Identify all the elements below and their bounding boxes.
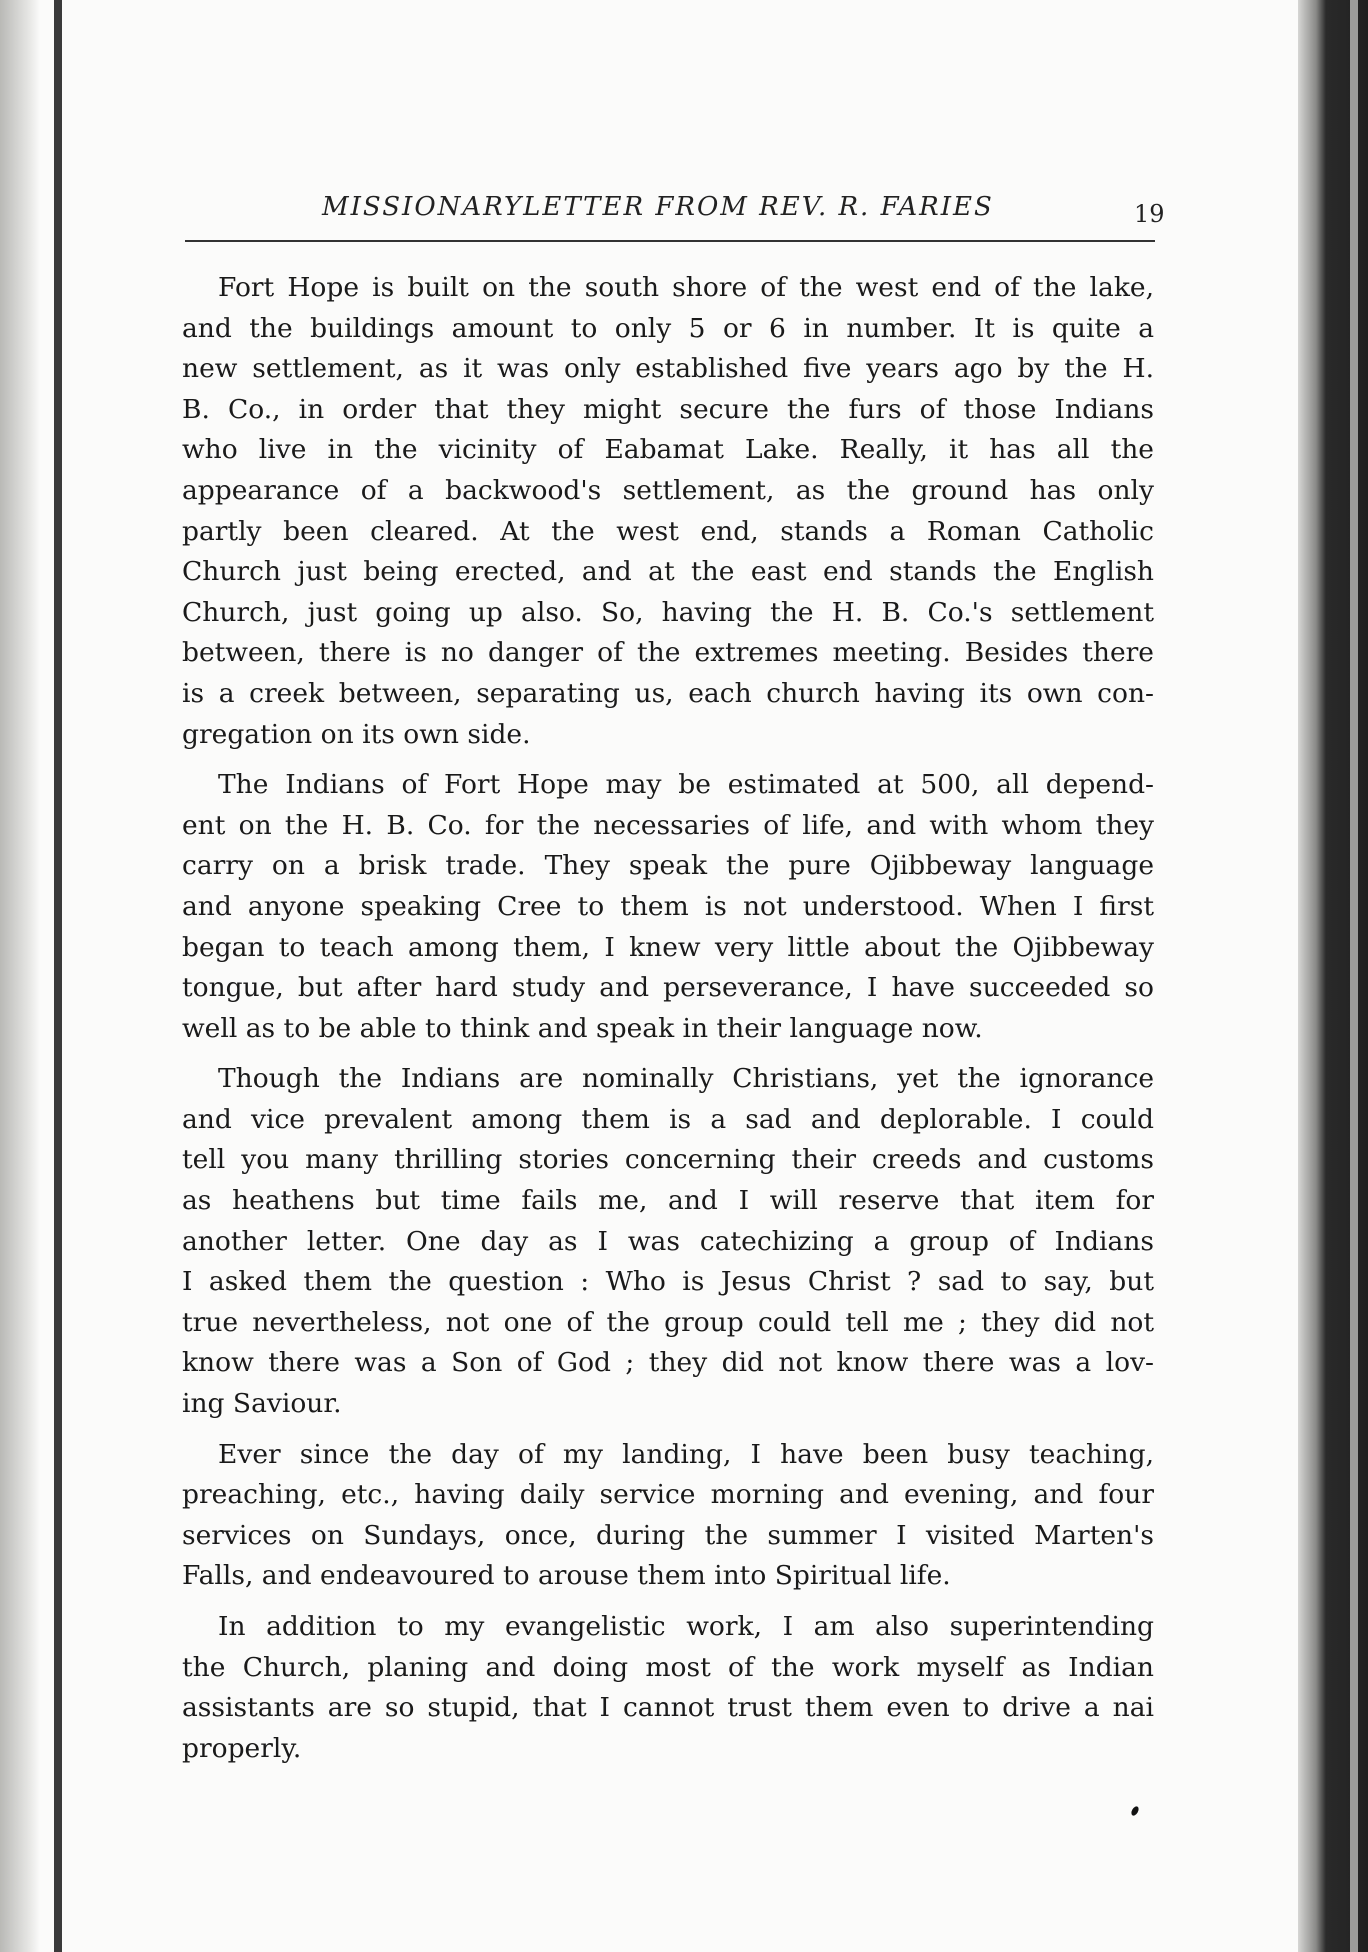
text-line: services on Sundays, once, during the summer I visited Marten's bbox=[182, 1519, 1154, 1551]
text-line: began to teach among them, I knew very little about the Ojibbeway bbox=[182, 931, 1154, 963]
letter-body bbox=[182, 268, 1154, 1779]
text-line: between, there is no danger of the extremes meeting. Besides there bbox=[182, 637, 1154, 669]
text-line: B. Co., in order that they might secure the furs of those Indians bbox=[182, 393, 1154, 425]
text-line: The Indians of Fort Hope may be estimated at 500, all depend- bbox=[218, 769, 1154, 801]
text-line: Fort Hope is built on the south shore of the west end of the lake, bbox=[218, 272, 1154, 303]
binding-shadow-bar bbox=[54, 0, 62, 1952]
text-line: another letter. One day as I was catechizing a group of Indians bbox=[182, 1225, 1154, 1257]
paragraph-fort-hope bbox=[182, 268, 1154, 755]
text-line: know there was a Son of God ; they did not know there was a lov- bbox=[182, 1347, 1154, 1379]
left-page-edge bbox=[0, 0, 40, 1952]
text-line: and vice prevalent among them is a sad and deplorable. I could bbox=[182, 1103, 1154, 1135]
running-header: MISSIONARYLETTER FROM REV. R. FARIES bbox=[322, 192, 994, 222]
page-number: 19 bbox=[1134, 200, 1165, 228]
paragraph-services bbox=[182, 1435, 1154, 1597]
text-line: partly been cleared. At the west end, stands a Roman Catholic bbox=[182, 515, 1154, 547]
text-line: who live in the vicinity of Eabamat Lake. Really, it has all the bbox=[182, 434, 1154, 466]
text-line: properly. bbox=[182, 1732, 302, 1764]
text-line: true nevertheless, not one of the group could tell me ; they did not bbox=[182, 1306, 1154, 1338]
text-line: tongue, but after hard study and perseverance, I have succeeded so bbox=[182, 972, 1154, 1004]
text-line: In addition to my evangelistic work, I am also superintending bbox=[218, 1611, 1154, 1642]
text-line: and anyone speaking Cree to them is not understood. When I first bbox=[182, 890, 1154, 922]
text-line: well as to be able to think and speak in their language now. bbox=[182, 1012, 983, 1044]
text-line: Falls, and endeavoured to arouse them into Spiritual life. bbox=[182, 1560, 951, 1592]
text-line: Ever since the day of my landing, I have been busy teaching, bbox=[218, 1438, 1154, 1470]
ink-speck bbox=[1130, 1805, 1140, 1817]
text-line: Though the Indians are nominally Christians, yet the ignorance bbox=[218, 1063, 1154, 1095]
text-line: tell you many thrilling stories concerning their creeds and customs bbox=[182, 1144, 1154, 1176]
text-line: is a creek between, separating us, each church having its own con- bbox=[182, 677, 1154, 709]
text-line: ing Saviour. bbox=[182, 1388, 342, 1420]
paragraph-church-work bbox=[182, 1607, 1154, 1769]
right-edge-strip bbox=[1350, 0, 1358, 1952]
text-line: assistants are so stupid, that I cannot trust them even to drive a nai bbox=[182, 1692, 1154, 1724]
text-line: the Church, planing and doing most of the work myself as Indian bbox=[182, 1651, 1154, 1683]
header-rule bbox=[185, 240, 1155, 242]
paragraph-indians-of-fort-hope bbox=[182, 765, 1154, 1049]
text-line: preaching, etc., having daily service morning and evening, and four bbox=[182, 1479, 1154, 1511]
text-line: and the buildings amount to only 5 or 6 in number. It is quite a bbox=[182, 312, 1154, 344]
text-line: ent on the H. B. Co. for the necessaries of life, and with whom they bbox=[182, 809, 1154, 841]
text-line: appearance of a backwood's settlement, as the ground has only bbox=[182, 474, 1154, 506]
text-line: new settlement, as it was only established five years ago by the H. bbox=[182, 353, 1154, 385]
text-line: Church just being erected, and at the east end stands the English bbox=[182, 556, 1154, 588]
text-line: gregation on its own side. bbox=[182, 718, 531, 750]
text-line: I asked them the question : Who is Jesus Christ ? sad to say, but bbox=[182, 1266, 1154, 1298]
text-line: as heathens but time fails me, and I will reserve that item for bbox=[182, 1185, 1154, 1217]
text-line: carry on a brisk trade. They speak the pure Ojibbeway language bbox=[182, 850, 1154, 882]
paragraph-ignorance bbox=[182, 1059, 1154, 1424]
text-line: Church, just going up also. So, having the H. B. Co.'s settlement bbox=[182, 596, 1154, 628]
